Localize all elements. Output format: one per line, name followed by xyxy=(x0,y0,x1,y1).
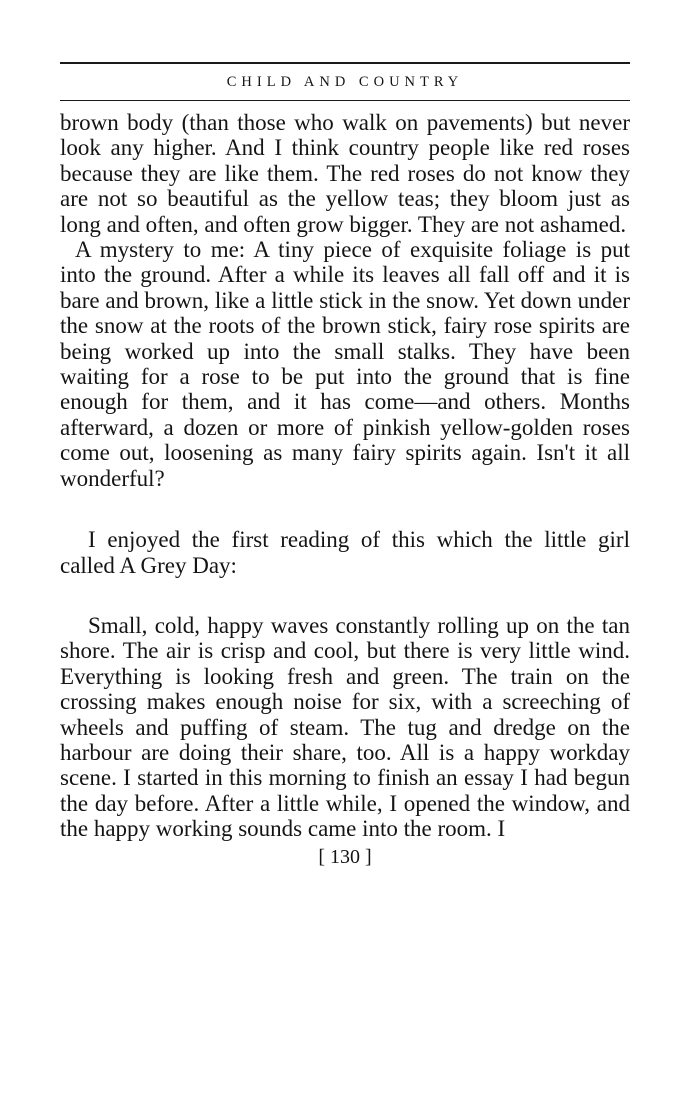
paragraph-grey-day: Small, cold, happy waves constantly rolling up on the tan shore. The air is crisp and cool, but there is very little wind. Everything is looking fresh and green. The train on the crossing makes enough noise for six, with a screeching of wheels and puffing of steam. The tug and dredge on the harbour are doing their share, too. All is a happy workday scene. I started in this morning to finish an essay I had begun the day before. After a little while, I opened the window, and the happy working sounds came into the room. I xyxy=(60,612,630,842)
page-number: [ 130 ] xyxy=(318,845,372,868)
paragraph-mystery: A mystery to me: A tiny piece of exquisite foliage is put into the ground. After a while its leaves all fall off and it is bare and brown, like a little stick in the snow. Yet down under the snow at the roots of the brown stick, fairy rose spirits are being worked up into the small stalks. They have been waiting for a rose to be put into the ground that is fine enough for them, and it has come—and others. Months afterward, a dozen or more of pinkish yellow-golden roses come out, loosening as many fairy spirits again. Isn't it all wonderful? xyxy=(60,237,630,491)
header-rule-bottom xyxy=(60,100,630,101)
running-head: CHILD AND COUNTRY xyxy=(226,74,464,90)
paragraph-continued: brown body (than those who walk on pavements) but never look any higher. And I think country people like red roses because they are like them. The red roses do not know they are not so beautiful as the yellow teas; they bloom just as long and often, and often grow bigger. They are not ashamed. xyxy=(60,110,630,237)
book-page xyxy=(60,62,630,869)
paragraph-intro-grey-day: I enjoyed the first reading of this which the little girl called A Grey Day: xyxy=(60,527,630,578)
